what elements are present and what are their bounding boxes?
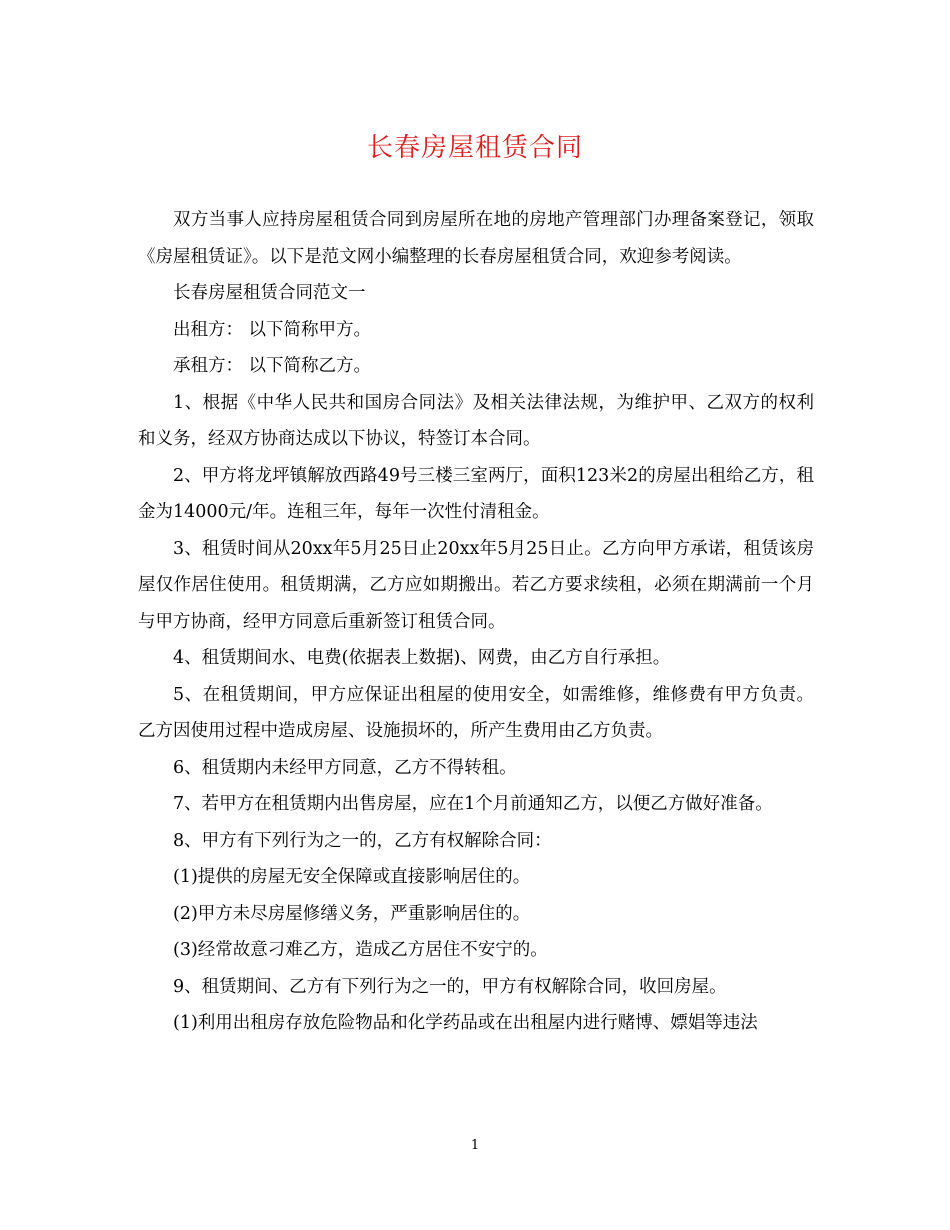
paragraph-clause-1: 1、根据《中华人民共和国房合同法》及相关法律法规，为维护甲、乙双方的权利和义务，经双方协商达成以下协议，特签订本合同。 [138,392,814,449]
document-body [138,202,814,1042]
paragraph-clause-8-item-1: (1)提供的房屋无安全保障或直接影响居住的。 [173,867,531,887]
page-number: 1 [470,1138,480,1153]
document-title: 长春房屋租赁合同 [366,133,583,163]
paragraph-intro: 双方当事人应持房屋租赁合同到房屋所在地的房地产管理部门办理备案登记，领取《房屋租赁证》。以下是范文网小编整理的长春房屋租赁合同，欢迎参考阅读。 [138,210,814,267]
paragraph-clause-8-item-2: (2)甲方未尽房屋修缮义务，严重影响居住的。 [173,903,531,924]
paragraph-clause-8: 8、甲方有下列行为之一的，乙方有权解除合同： [173,830,552,851]
paragraph-lessor: 出租方： 以下简称甲方。 [173,319,372,340]
paragraph-clause-9-item-1: (1)利用出租房存放危险物品和化学药品或在出租屋内进行赌博、嫖娼等违法 [173,1013,758,1033]
paragraph-clause-9: 9、租赁期间、乙方有下列行为之一的，甲方有权解除合同，收回房屋。 [173,976,727,997]
paragraph-clause-8-item-3: (3)经常故意刁难乙方，造成乙方居住不安宁的。 [173,940,548,960]
paragraph-lessee: 承租方： 以下简称乙方。 [173,356,372,376]
paragraph-clause-6: 6、租赁期内未经甲方同意，乙方不得转租。 [173,757,517,778]
paragraph-sample-heading: 长春房屋租赁合同范文一 [173,283,366,303]
paragraph-clause-2: 2、甲方将龙坪镇解放西路49号三楼三室两厅，面积123米2的房屋出租给乙方，租金为14000元/年。连租三年，每年一次性付清租金。 [138,465,814,522]
paragraph-clause-3: 3、租赁时间从20xx年5月25日止20xx年5月25日止。乙方向甲方承诺，租赁该房屋仅作居住使用。租赁期满，乙方应如期搬出。若乙方要求续租，必须在期满前一个月与甲方协商，经甲方同意后重新签订租赁合同。 [138,538,814,632]
paragraph-clause-4: 4、租赁期间水、电费(依据表上数据)、网费，由乙方自行承担。 [173,648,671,668]
paragraph-clause-7: 7、若甲方在租赁期内出售房屋，应在1个月前通知乙方，以便乙方做好准备。 [173,794,773,814]
paragraph-clause-5: 5、在租赁期间，甲方应保证出租屋的使用安全，如需维修，维修费有甲方负责。乙方因使用过程中造成房屋、设施损坏的，所产生费用由乙方负责。 [138,684,814,741]
